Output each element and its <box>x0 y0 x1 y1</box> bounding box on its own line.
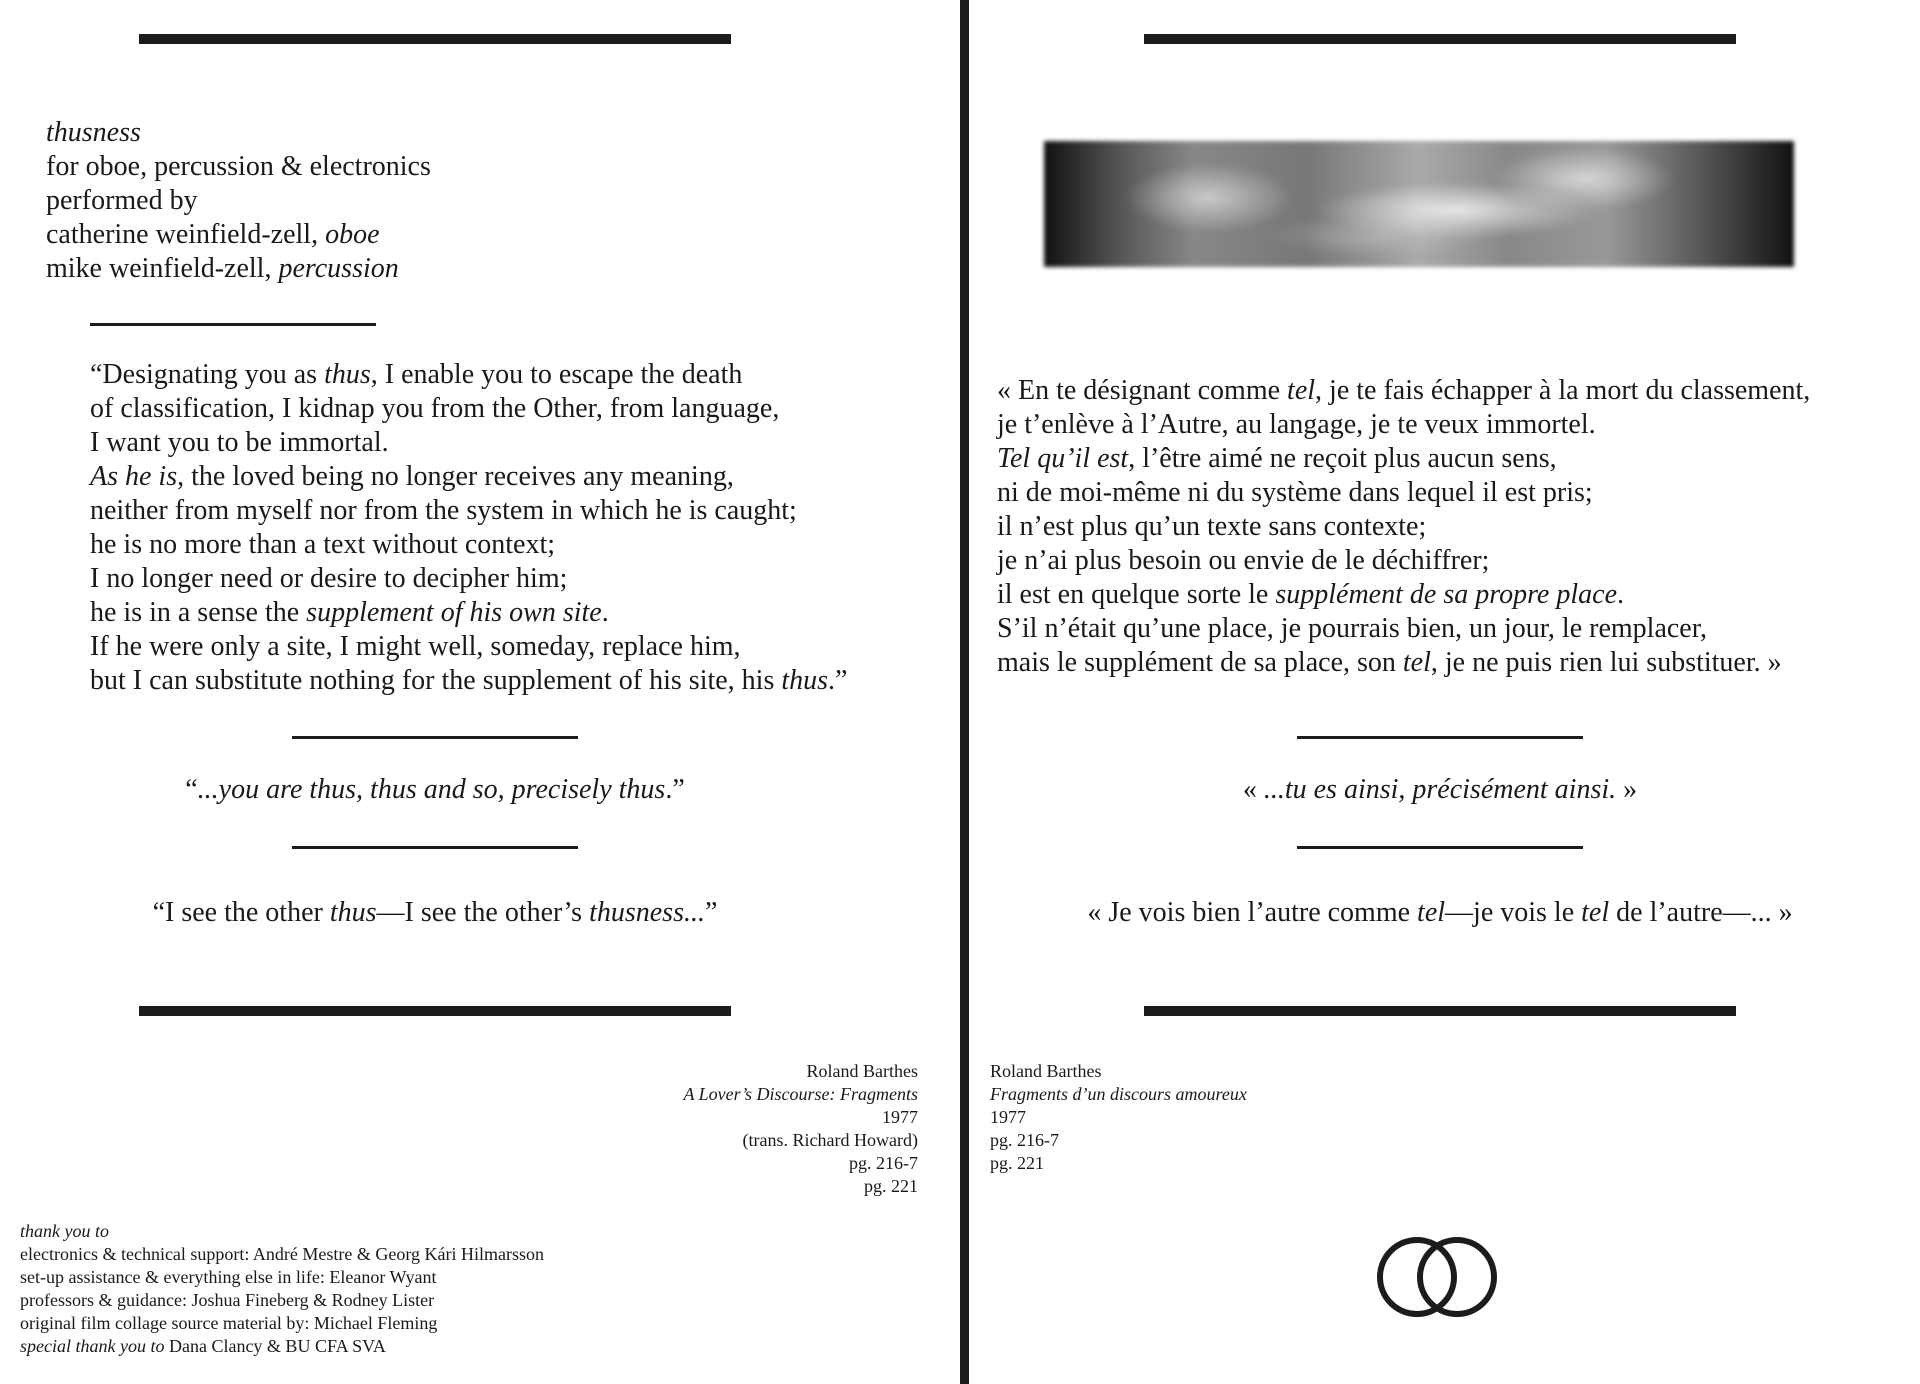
quote-line: I want you to be immortal. <box>90 427 389 458</box>
instrumentation: for oboe, percussion & electronics <box>46 151 431 182</box>
program-info <box>46 116 431 286</box>
citation-french <box>990 1060 1247 1175</box>
final-quote-english: “I see the other thus—I see the other’s thusness...” <box>152 897 718 928</box>
thanks-line: special thank you to Dana Clancy & BU CFA SVA <box>20 1336 386 1356</box>
performer-1: catherine weinfield-zell, oboe <box>46 219 380 250</box>
performer-2: mike weinfield-zell, percussion <box>46 253 399 284</box>
short-quote-french: « ...tu es ainsi, précisément ainsi. » <box>1242 774 1638 805</box>
interlocking-rings-icon <box>1376 1234 1498 1320</box>
french-quote <box>997 374 1810 680</box>
thanks-heading: thank you to <box>20 1221 109 1241</box>
performed-by-label: performed by <box>46 185 198 216</box>
quote-line: neither from myself nor from the system in which he is caught; <box>90 495 797 526</box>
citation-book: Fragments d’un discours amoureux <box>990 1084 1247 1104</box>
short-quote-rule-top-left <box>292 736 578 739</box>
quote-line: he is in a sense the supplement of his own site. <box>90 597 609 628</box>
thanks-line: electronics & technical support: André Mestre & Georg Kári Hilmarsson <box>20 1244 545 1264</box>
quote-line: of classification, I kidnap you from the Other, from language, <box>90 393 780 424</box>
citation-english <box>684 1060 919 1198</box>
quote-line: mais le supplément de sa place, son tel, je ne puis rien lui substituer. » <box>997 647 1782 678</box>
citation-year: 1977 <box>990 1107 1026 1127</box>
quote-line: but I can substitute nothing for the supplement of his site, his thus.” <box>90 665 848 696</box>
top-rule-left <box>139 34 731 44</box>
citation-author: Roland Barthes <box>990 1061 1102 1081</box>
page-divider <box>960 0 969 1384</box>
quote-line: Tel qu’il est, l’être aimé ne reçoit plus aucun sens, <box>997 443 1557 474</box>
quote-line: je t’enlève à l’Autre, au langage, je te veux immortel. <box>997 409 1596 440</box>
short-quote-english: “...you are thus, thus and so, precisely thus.” <box>185 774 685 805</box>
short-quote-rule-bottom-right <box>1297 846 1583 849</box>
quote-line: il n’est plus qu’un texte sans contexte; <box>997 511 1427 542</box>
quote-line: “Designating you as thus, I enable you to escape the death <box>90 359 743 390</box>
piece-title: thusness <box>46 117 141 148</box>
short-quote-rule-bottom-left <box>292 846 578 849</box>
quote-line: As he is, the loved being no longer receives any meaning, <box>90 461 734 492</box>
english-quote <box>90 358 847 698</box>
quote-line: If he were only a site, I might well, someday, replace him, <box>90 631 741 662</box>
citation-page: pg. 221 <box>990 1153 1044 1173</box>
quote-line: ni de moi-même ni du système dans lequel il est pris; <box>997 477 1593 508</box>
citation-book: A Lover’s Discourse: Fragments <box>683 1084 918 1104</box>
quote-line: « En te désignant comme tel, je te fais échapper à la mort du classement, <box>997 375 1811 406</box>
quote-line: S’il n’était qu’une place, je pourrais bien, un jour, le remplacer, <box>997 613 1707 644</box>
quote-line: I no longer need or desire to decipher him; <box>90 563 568 594</box>
citation-translator: (trans. Richard Howard) <box>742 1130 918 1150</box>
info-separator-rule <box>90 323 376 326</box>
thanks-line: professors & guidance: Joshua Fineberg & Rodney Lister <box>20 1290 435 1310</box>
citation-page: pg. 216-7 <box>990 1130 1059 1150</box>
film-still-image <box>1044 141 1794 267</box>
final-quote-french: « Je vois bien l’autre comme tel—je vois le tel de l’autre—... » <box>1087 897 1793 928</box>
thanks-line: original film collage source material by: Michael Fleming <box>20 1313 438 1333</box>
citation-page: pg. 216-7 <box>849 1153 918 1173</box>
citation-author: Roland Barthes <box>806 1061 918 1081</box>
bottom-rule-left <box>139 1006 731 1016</box>
quote-line: il est en quelque sorte le supplément de sa propre place. <box>997 579 1624 610</box>
short-quote-rule-top-right <box>1297 736 1583 739</box>
thanks-line: set-up assistance & everything else in life: Eleanor Wyant <box>20 1267 437 1287</box>
quote-line: he is no more than a text without context; <box>90 529 556 560</box>
bottom-rule-right <box>1144 1006 1736 1016</box>
citation-page: pg. 221 <box>864 1176 918 1196</box>
top-rule-right <box>1144 34 1736 44</box>
quote-line: je n’ai plus besoin ou envie de le déchiffrer; <box>997 545 1490 576</box>
thank-you-section <box>20 1220 544 1358</box>
citation-year: 1977 <box>882 1107 918 1127</box>
